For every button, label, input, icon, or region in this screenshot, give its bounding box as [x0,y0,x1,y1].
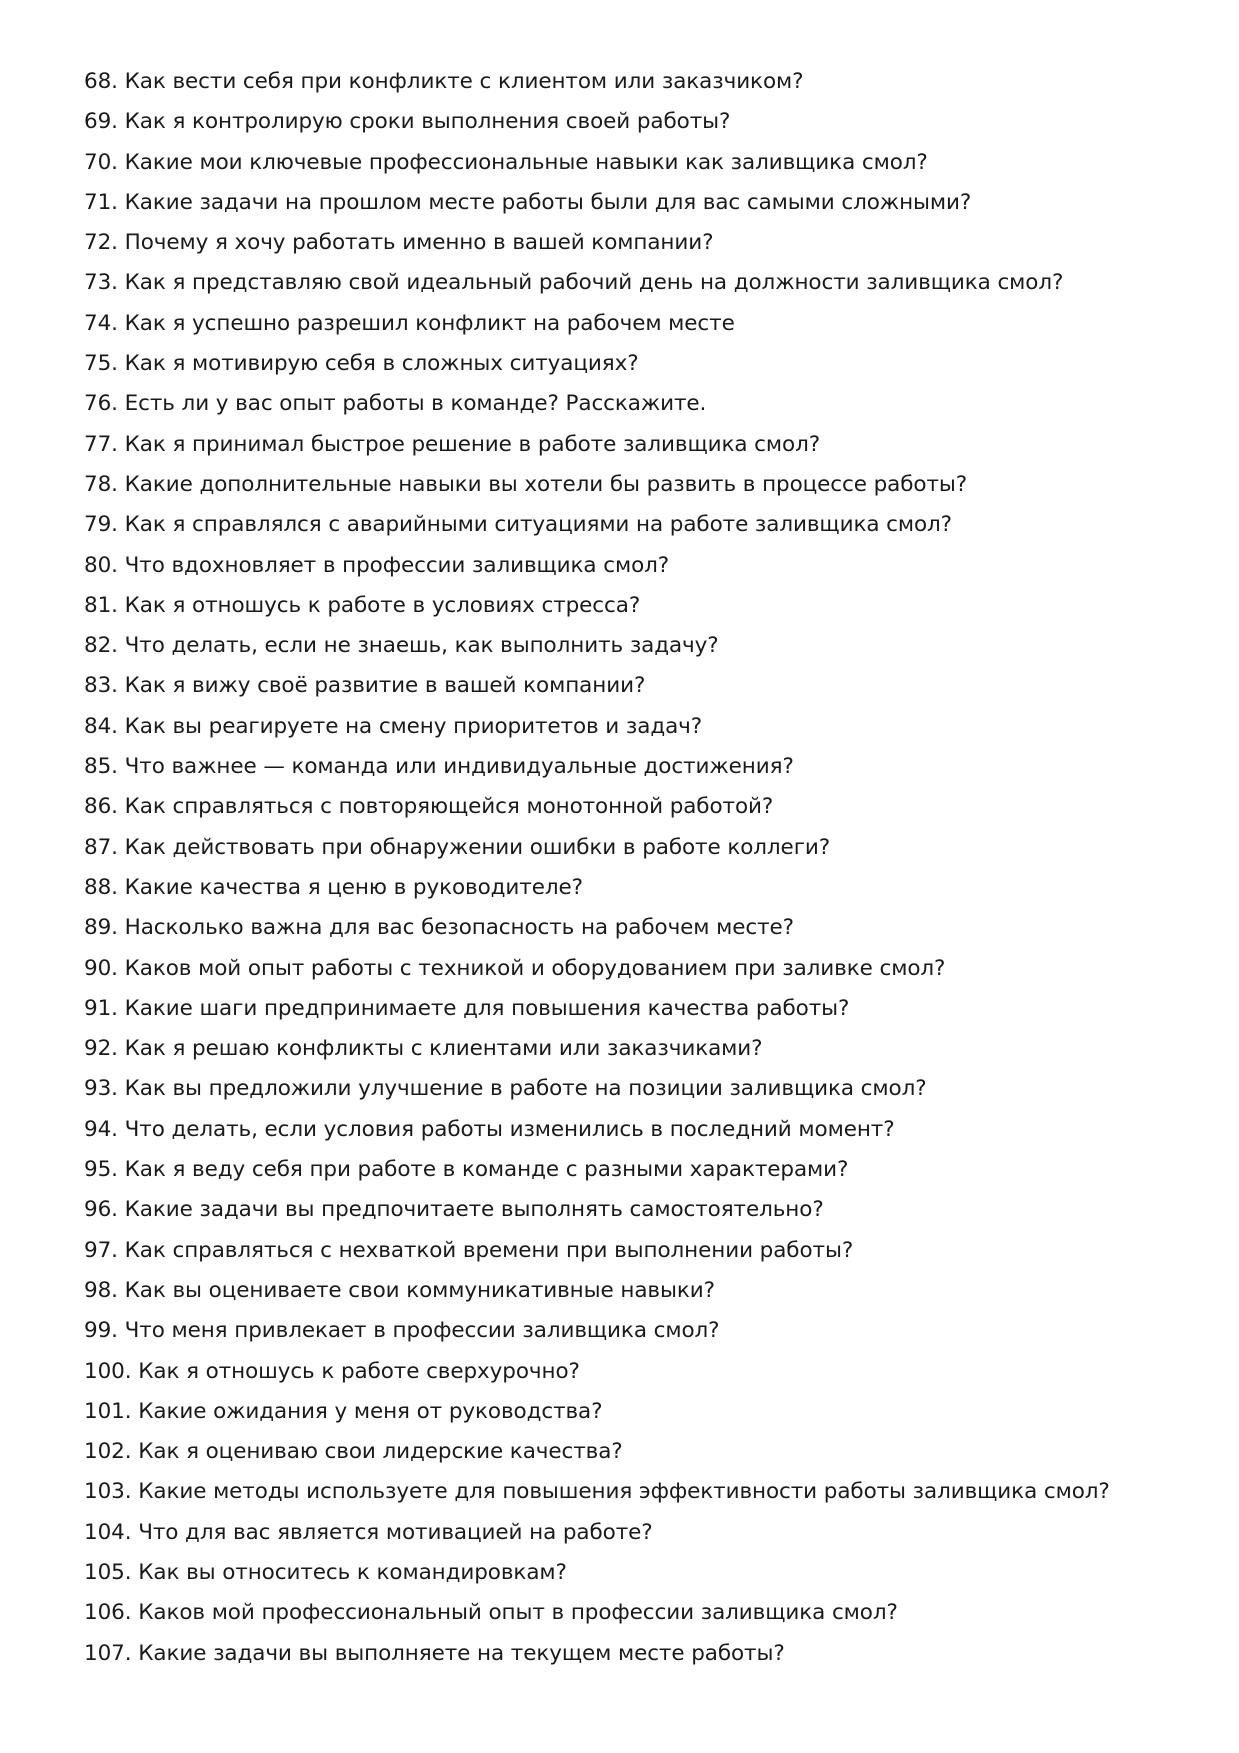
question-item: 84. Как вы реагируете на смену приоритетов и задач? [84,713,703,739]
question-item: 97. Как справляться с нехваткой времени при выполнении работы? [84,1237,854,1263]
question-item: 106. Каков мой профессиональный опыт в профессии заливщика смол? [84,1600,898,1626]
question-item: 78. Какие дополнительные навыки вы хотели бы развить в процессе работы? [84,471,968,497]
question-item: 68. Как вести себя при конфликте с клиентом или заказчиком? [84,69,804,94]
question-item: 71. Какие задачи на прошлом месте работы были для вас самыми сложными? [84,189,972,215]
question-item: 89. Насколько важна для вас безопасность на рабочем месте? [84,915,794,941]
question-item: 88. Какие качества я ценю в руководителе? [84,874,583,900]
question-item: 75. Как я мотивирую себя в сложных ситуациях? [84,351,639,377]
question-list [84,62,1204,1674]
question-item: 91. Какие шаги предпринимаете для повышения качества работы? [84,995,850,1021]
question-item: 72. Почему я хочу работать именно в вашей компании? [84,230,714,256]
question-item: 87. Как действовать при обнаружении ошибки в работе коллеги? [84,834,831,860]
question-item: 81. Как я отношусь к работе в условиях стресса? [84,592,641,618]
question-item: 86. Как справляться с повторяющейся монотонной работой? [84,794,774,820]
question-item: 105. Как вы относитесь к командировкам? [84,1559,567,1585]
question-item: 69. Как я контролирую сроки выполнения своей работы? [84,109,731,135]
question-item: 99. Что меня привлекает в профессии заливщика смол? [84,1318,720,1344]
question-item: 98. Как вы оцениваете свои коммуникативные навыки? [84,1277,715,1303]
question-item: 102. Как я оцениваю свои лидерские качества? [84,1439,623,1465]
question-item: 92. Как я решаю конфликты с клиентами или заказчиками? [84,1036,763,1062]
question-item: 104. Что для вас является мотивацией на работе? [84,1519,653,1545]
question-item: 83. Как я вижу своё развитие в вашей компании? [84,673,646,699]
question-item: 79. Как я справлялся с аварийными ситуациями на работе заливщика смол? [84,512,952,538]
question-item: 80. Что вдохновляет в профессии заливщика смол? [84,552,670,578]
question-item: 90. Каков мой опыт работы с техникой и оборудованием при заливке смол? [84,955,946,981]
question-item: 94. Что делать, если условия работы изменились в последний момент? [84,1116,895,1142]
question-item: 74. Как я успешно разрешил конфликт на рабочем месте [84,310,735,336]
question-item: 73. Как я представляю свой идеальный рабочий день на должности заливщика смол? [84,270,1064,296]
question-item: 100. Как я отношусь к работе сверхурочно? [84,1358,580,1384]
question-item: 103. Какие методы используете для повышения эффективности работы заливщика смол? [84,1479,1110,1505]
question-item: 85. Что важнее — команда или индивидуальные достижения? [84,754,794,780]
question-item: 93. Как вы предложили улучшение в работе на позиции заливщика смол? [84,1076,927,1102]
question-item: 107. Какие задачи вы выполняете на текущем месте работы? [84,1640,785,1666]
question-item: 70. Какие мои ключевые профессиональные навыки как заливщика смол? [84,149,928,175]
question-item: 96. Какие задачи вы предпочитаете выполнять самостоятельно? [84,1197,824,1223]
question-item: 82. Что делать, если не знаешь, как выполнить задачу? [84,633,719,659]
question-item: 101. Какие ожидания у меня от руководства? [84,1398,603,1424]
question-item: 76. Есть ли у вас опыт работы в команде? Расскажите. [84,391,707,417]
question-item: 77. Как я принимал быстрое решение в работе заливщика смол? [84,431,821,457]
question-item: 95. Как я веду себя при работе в команде с разными характерами? [84,1157,849,1183]
